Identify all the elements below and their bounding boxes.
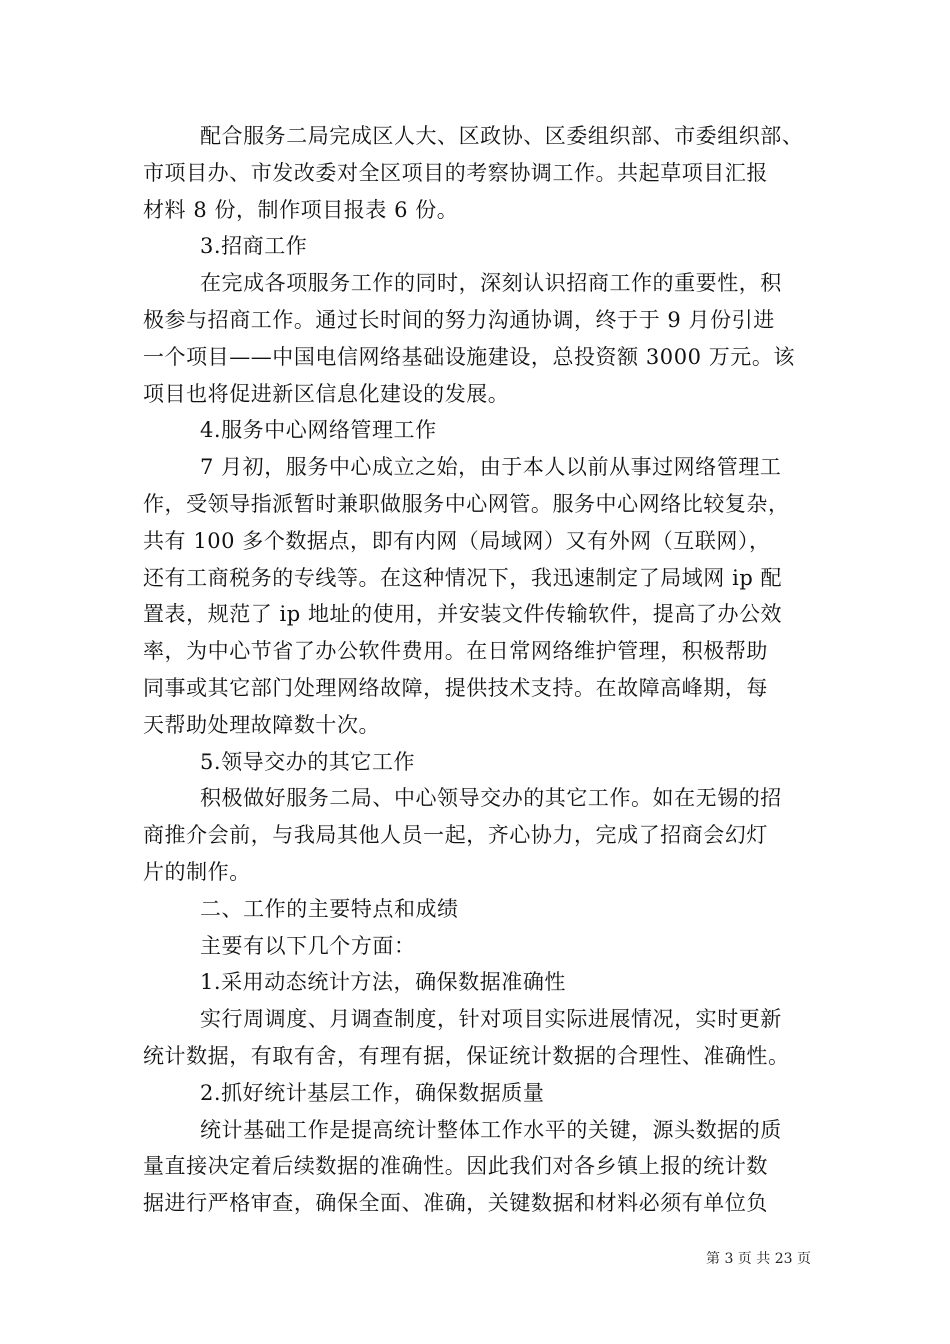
text-line: 极参与招商工作。通过长时间的努力沟通协调，终于于 9 月份引进 [143,307,775,332]
text-line: 市项目办、市发改委对全区项目的考察协调工作。共起草项目汇报 [143,160,768,185]
text-line: 量直接决定着后续数据的准确性。因此我们对各乡镇上报的统计数 [143,1154,768,1179]
document-body [143,118,813,1222]
text-line: 1.采用动态统计方法，确保数据准确性 [200,970,566,995]
text-line: 天帮助处理故障数十次。 [143,712,381,737]
text-line: 配合服务二局完成区人大、区政协、区委组织部、市委组织部、 [200,124,804,148]
text-line: 3.招商工作 [200,234,308,259]
text-line: 作，受领导指派暂时兼职做服务中心网管。服务中心网络比较复杂， [143,491,790,516]
text-line: 率，为中心节省了办公软件费用。在日常网络维护管理，积极帮助 [143,639,768,664]
text-line: 共有 100 多个数据点，即有内网（局域网）又有外网（互联网）， [143,528,771,553]
text-line: 一个项目——中国电信网络基础设施建设，总投资额 3000 万元。该 [143,344,795,369]
text-line: 5.领导交办的其它工作 [200,749,416,774]
text-line: 材料 8 份，制作项目报表 6 份。 [143,197,459,222]
text-line: 积极做好服务二局、中心领导交办的其它工作。如在无锡的招 [200,786,782,811]
text-line: 统计数据，有取有舍，有理有据，保证统计数据的合理性、准确性。 [143,1043,790,1068]
text-line: 7 月初，服务中心成立之始，由于本人以前从事过网络管理工 [200,455,782,480]
text-line: 实行周调度、月调查制度，针对项目实际进展情况，实时更新 [200,1007,782,1032]
text-line: 2.抓好统计基层工作，确保数据质量 [200,1080,545,1105]
page-number-footer: 第 3 页 共 23 页 [706,1251,811,1267]
text-line: 主要有以下几个方面： [200,933,416,958]
text-line: 据进行严格审查，确保全面、准确，关键数据和材料必须有单位负 [143,1191,768,1216]
text-line: 还有工商税务的专线等。在这种情况下，我迅速制定了局域网 ip 配 [143,565,783,590]
text-line: 在完成各项服务工作的同时，深刻认识招商工作的重要性，积 [200,271,782,296]
text-line: 二、工作的主要特点和成绩 [200,896,459,921]
text-line: 片的制作。 [143,859,251,884]
text-line: 4.服务中心网络管理工作 [200,418,437,443]
text-line: 商推介会前，与我局其他人员一起，齐心协力，完成了招商会幻灯 [143,823,768,848]
text-line: 同事或其它部门处理网络故障，提供技术支持。在故障高峰期，每 [143,675,768,700]
text-line: 置表，规范了 ip 地址的使用，并安装文件传输软件，提高了办公效 [143,602,783,627]
text-line: 项目也将促进新区信息化建设的发展。 [143,381,510,406]
text-line: 统计基础工作是提高统计整体工作水平的关键，源头数据的质 [200,1117,782,1142]
